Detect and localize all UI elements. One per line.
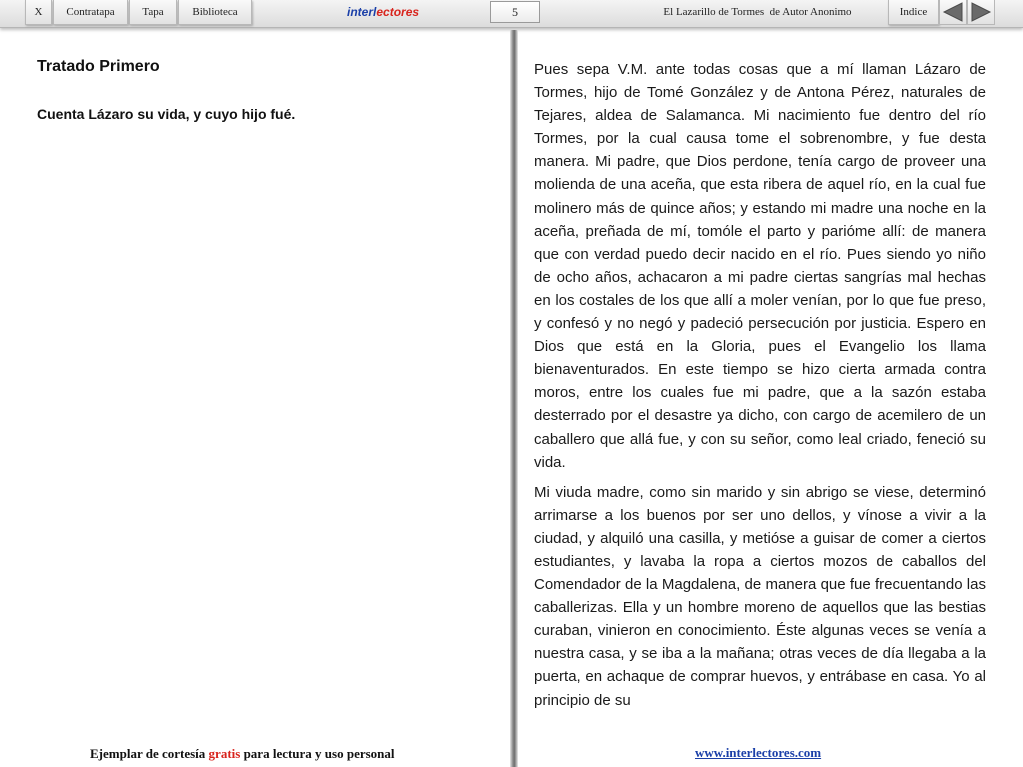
brand-logo-part2: ectores xyxy=(376,5,420,19)
body-paragraph: Mi viuda madre, como sin marido y sin abrigo se viese, determinó arrimarse a los buenos por ser uno dellos, y vínose a vivir a la ciudad, y alquiló una casilla, y metióse a guisar de comer a ciertos estudiantes, y lavaba la ropa a ciertos mozos de caballos del Comendador de la Magdalena, de manera que fue frecuentando las caballerizas. Ella y un hombre moreno de aquellos que las bestias curaban, vinieron en conocimiento. Éste algunas veces se venía a nuestra casa, y se iba a la mañana; otras veces de día llegaba a la puerta, en achaque de comprar huevos, y entrábase en casa. Yo al principio de su xyxy=(534,483,986,709)
next-page-button[interactable] xyxy=(967,0,995,25)
close-button[interactable]: X xyxy=(25,0,52,25)
brand-logo-part1: interl xyxy=(347,5,377,19)
prev-page-button[interactable] xyxy=(939,0,967,25)
chapter-subtitle: Cuenta Lázaro su vida, y cuyo hijo fué. xyxy=(37,106,296,122)
biblioteca-button[interactable]: Biblioteca xyxy=(178,0,252,25)
body-paragraph: Pues sepa V.M. ante todas cosas que a mí llaman Lázaro de Tormes, hijo de Tomé González y de Antona Pérez, naturales de Tejares, aldea de Salamanca. Mi nacimiento fue dentro del río Tormes, por la cual causa tome el sobrenombre, y fue desta manera. Mi padre, que Dios perdone, tenía cargo de proveer una molienda de una aceña, que esta ribera de aquel río, en la cual fue molinero más de quince años; y estando mi madre una noche en la aceña, preñada de mí, tomóle el parto y parióme allí: de manera que con verdad puedo decir nacido en el río. Pues siendo yo niño de ocho años, achacaron a mi padre ciertas sangrías mal hechas en los costales de los que allí a moler venían, por lo que fue preso, y confesó y no negó y padeció persecución por justicia. Espero en Dios que está en la Gloria, pues el Evangelio los llama bienaventurados. En este tiempo se hizo cierta armada contra moros, entre los cuales fue mi padre, que a la sazón estaba desterrado por el desastre ya dicho, con cargo de acemilero de un caballero que allá fue, y con su señor, como leal criado, feneció su vida. xyxy=(534,61,986,471)
chapter-title: Tratado Primero xyxy=(37,58,160,75)
book-spine xyxy=(510,30,518,767)
contratapa-button[interactable]: Contratapa xyxy=(53,0,128,25)
website-link[interactable]: www.interlectores.com xyxy=(695,745,822,760)
top-toolbar xyxy=(0,0,1023,28)
courtesy-footer xyxy=(90,746,395,762)
tapa-button[interactable]: Tapa xyxy=(129,0,177,25)
courtesy-text-gratis: gratis xyxy=(208,746,241,761)
courtesy-text-2: para lectura y uso personal xyxy=(240,746,395,761)
book-title: El Lazarillo de Tormes de Autor Anonimo xyxy=(663,6,852,18)
triangle-left-icon xyxy=(942,2,964,22)
page-number-field[interactable]: 5 xyxy=(490,1,540,23)
page-body-text xyxy=(534,58,986,713)
brand-logo xyxy=(347,5,419,19)
indice-button[interactable]: Indice xyxy=(888,0,939,25)
courtesy-text-1: Ejemplar de cortesía xyxy=(90,746,209,761)
triangle-right-icon xyxy=(970,2,992,22)
